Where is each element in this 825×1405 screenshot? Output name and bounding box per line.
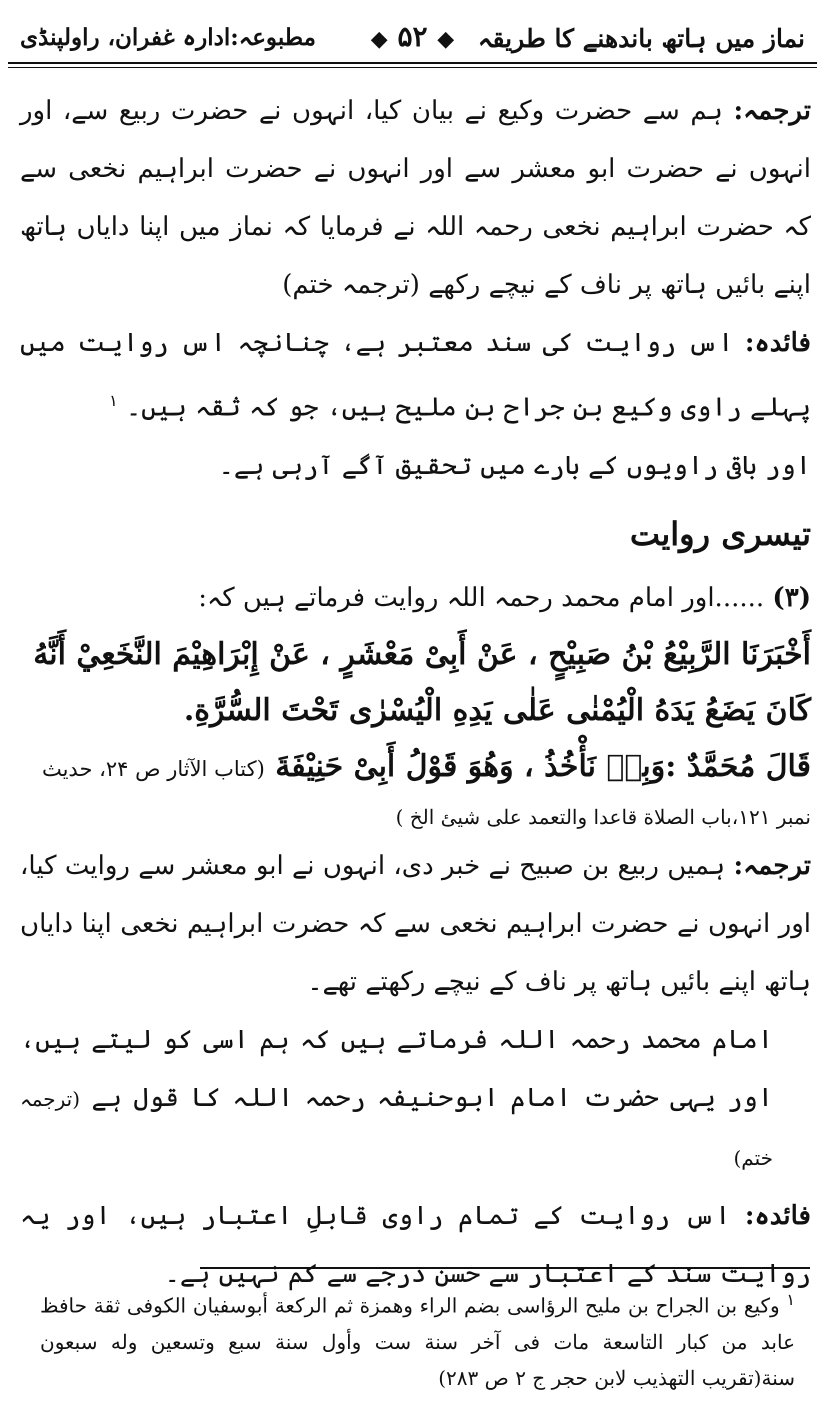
arabic-hadith: أَخْبَرَنَا الرَّبِيْعُ بْنُ صَبِيْحٍ ، عَنْ أَبِىْ مَعْشَرٍ ، عَنْ إِبْرَاهِيْمَ النَّخَعِيْ أَنَّهُ كَانَ يَضَعُ يَدَهُ الْيُمْنٰى عَلٰى يَدِهِ الْيُسْرٰى تَحْتَ السُّرَّةِ. (33, 636, 811, 728)
footnote-marker: ۱ (109, 391, 118, 410)
arabic-qala (20, 739, 811, 797)
translation-end-2: (ترجمہ ختم) (20, 1086, 773, 1170)
remaining-text: اور باقی راویوں کے بارے میں تحقیق آگے آرہی ہے۔ (218, 450, 811, 481)
imam-text: امام محمد رحمہ اللہ فرماتے ہیں کہ ہم اسی کو لیتے ہیں، اور یہی حضرت امام ابوحنیفہ رحمہ اللہ کا قول ہے (20, 1024, 773, 1113)
diamond-icon: ◆ (370, 26, 388, 52)
translation-paragraph-1 (20, 82, 811, 314)
narration-intro-text: ......اور امام محمد رحمہ اللہ روایت فرماتے ہیں کہ: (198, 582, 765, 613)
faida-text: اس روایت کی سند معتبر ہے، چنانچہ اس روایت میں پہلے راوی وکیع بن جراح بن ملیح ہیں، جو کہ ثقہ ہیں۔ (20, 328, 811, 423)
footnote-marker-bottom: ۱ (786, 1290, 796, 1309)
faida-label-2: فائدہ: (744, 1200, 811, 1231)
page-body (20, 82, 811, 1303)
footnote (40, 1282, 795, 1396)
section-heading: تیسری روایت (629, 514, 811, 553)
page-header (20, 18, 805, 64)
narration-intro (20, 569, 811, 627)
faida-paragraph-1 (20, 314, 811, 437)
header-rule-thin (8, 67, 817, 68)
narration-number: (۳) (772, 582, 811, 613)
translation-label-2: ترجمہ: (733, 850, 811, 881)
publisher-line: مطبوعہ:ادارہ غفران، راولپنڈی (20, 24, 316, 51)
translation-paragraph-2 (20, 837, 811, 1011)
diamond-icon: ◆ (437, 26, 455, 52)
translation-label: ترجمہ: (733, 96, 811, 126)
reference-part-2: نمبر ۱۲۱،باب الصلاة قاعدا والتعمد على شيئ الخ ) (395, 804, 811, 829)
footnote-text: وكيع بن الجراح بن مليح الرؤاسى بضم الراء وهمزة ثم الركعة أبوسفيان الكوفى ثقة حافظ عابد من كبار التاسعة مات فى آخر سنة ست وأول سنة سبع وتسعين وله سبعون سنة(تقريب التهذيب لابن حجر ج ۲ ص ۲۸۳) (40, 1293, 795, 1390)
arabic-qala-text: قَالَ مُحَمَّدٌ :وَبِهٖ نَأْخُذُ ، وَهُوَ قَوْلُ أَبِىْ حَنِيْفَةَ (275, 748, 811, 784)
translation-end: (ترجمہ ختم) (282, 270, 420, 300)
running-title: نماز میں ہاتھ باندھنے کا طریقہ (477, 24, 805, 53)
footnote-rule (200, 1267, 810, 1269)
translation-text-2: ہمیں ربیع بن صبیح نے خبر دی، انہوں نے ابو معشر سے روایت کیا، اور انہوں نے حضرت ابراہیم نخعی سے کہ حضرت ابراہیم نخعی اپنا دایاں ہاتھ اپنے بائیں ہاتھ پر ناف کے نیچے رکھتے تھے۔ (20, 850, 811, 997)
translation-text: ہم سے حضرت وکیع نے بیان کیا، انہوں نے حضرت ربیع سے، اور انہوں نے حضرت ابو معشر سے اور انہوں نے حضرت ابراہیم نخعی سے کہ حضرت ابراہیم نخعی رحمہ اللہ نے فرمایا کہ نماز میں اپنا دایاں ہاتھ اپنے بائیں ہاتھ پر ناف کے نیچے رکھے (20, 96, 811, 300)
reference-part-1: (کتاب الآثار ص ۲۴، حدیث (41, 756, 265, 781)
imam-paragraph (20, 1011, 811, 1187)
faida-text-2: اس روایت کے تمام راوی قابلِ اعتبار ہیں، اور یہ روایت سند کے اعتبار سے حسن درجے سے کم نہیں ہے۔ (20, 1200, 811, 1289)
faida-label: فائدہ: (744, 328, 811, 358)
page-number-value: ۵۲ (397, 20, 428, 53)
header-rule (8, 62, 817, 64)
page-number (371, 20, 454, 53)
